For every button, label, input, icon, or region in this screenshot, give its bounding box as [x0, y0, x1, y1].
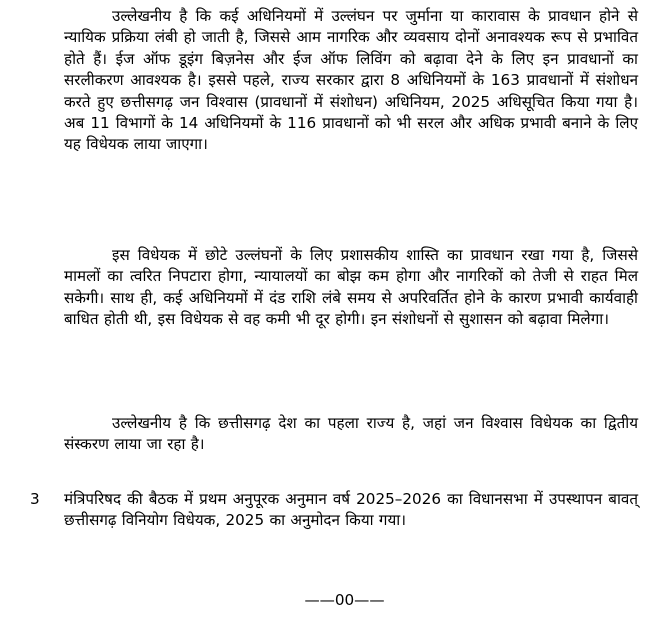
- agenda-item-text: मंत्रिपरिषद की बैठक में प्रथम अनुपूरक अनुमान वर्ष 2025–2026 का विधानसभा में उपस्थापन बावत् छत्तीसगढ़ विनियोग विधेयक, 2025 का अनुमोदन किया गया।: [64, 490, 638, 530]
- paragraph-first-state: उल्लेखनीय है कि छत्तीसगढ़ देश का पहला राज्य है, जहां जन विश्वास विधेयक का द्वितीय संस्करण लाया जा रहा है।: [64, 414, 638, 454]
- paragraph-jan-vishwas-background: उल्लेखनीय है कि कई अधिनियमों में उल्लंघन पर जुर्माना या कारावास के प्रावधान होने से न्यायिक प्रक्रिया लंबी हो जाती है, जिससे आम नागरिक और व्यवसाय दोनों अनावश्यक रूप से प्रभावित होते हैं। ईज ऑफ डूइंग बिज़नेस और ईज ऑफ लिविंग को बढ़ावा देने के लिए इन प्रावधानों का सरलीकरण आवश्यक है। इससे पहले, राज्य सरकार द्वारा 8 अधिनियमों के 163 प्रावधानों में संशोधन करते हुए छत्तीसगढ़ जन विश्वास (प्रावधानों में संशोधन) अधिनियम, 2025 अधिसूचित किया गया है। अब 11 विभागों के 14 अधिनियमों के 116 प्रावधानों को भी सरल और अधिक प्रभावी बनाने के लिए यह विधेयक लाया जाएगा।: [64, 7, 639, 154]
- paragraph-administrative-penalty: इस विधेयक में छोटे उल्लंघनों के लिए प्रशासकीय शास्ति का प्रावधान रखा गया है, जिससे मामलों का त्वरित निपटारा होगा, न्यायालयों का बोझ कम होगा और नागरिकों को तेजी से राहत मिल सकेगी। साथ ही, कई अधिनियमों में दंड राशि लंबे समय से अपरिवर्तित होने के कारण प्रभावी कार्यवाही बाधित होती थी, इस विधेयक से वह कमी भी दूर होगी। इन संशोधनों से सुशासन को बढ़ावा मिलेगा।: [64, 246, 638, 329]
- agenda-item-number: 3: [30, 490, 40, 508]
- closing-mark: ——00——: [304, 591, 385, 609]
